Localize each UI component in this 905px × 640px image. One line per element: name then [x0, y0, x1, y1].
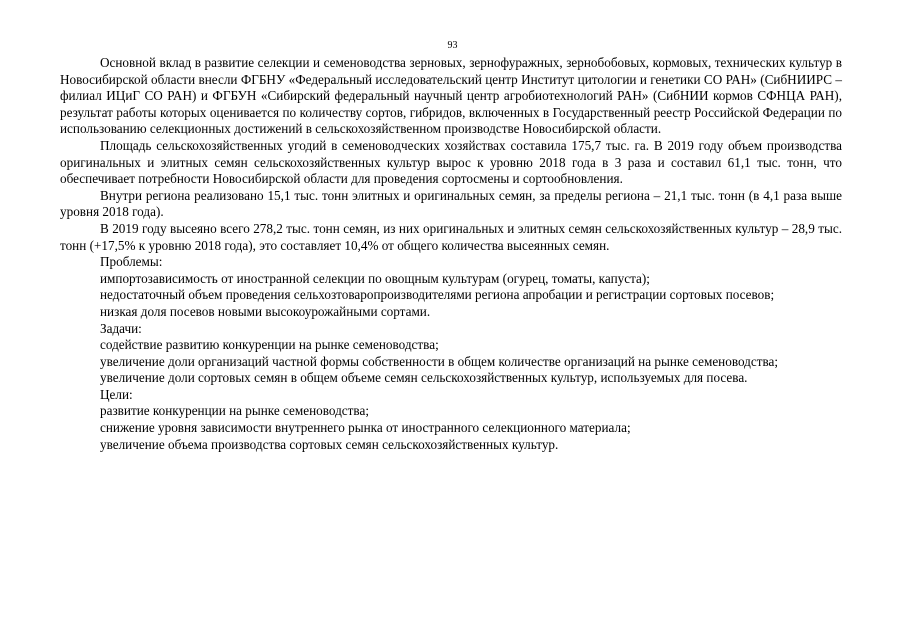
paragraph-seed-sales: Внутри региона реализовано 15,1 тыс. тонн элитных и оригинальных семян, за пределы региона – 21,1 тыс. тонн (в 4,1 раза выше уровня 2018 года).	[60, 187, 842, 220]
tasks-heading: Задачи:	[100, 320, 142, 336]
task-item: увеличение доли организаций частной формы собственности в общем количестве организаций на рынке семеноводства;	[100, 353, 779, 369]
task-item: увеличение доли сортовых семян в общем объеме семян сельскохозяйственных культур, используемых для посева.	[100, 370, 748, 386]
goal-item: снижение уровня зависимости внутреннего рынка от иностранного селекционного материала;	[100, 420, 631, 436]
paragraph-sown-seeds: В 2019 году высеяно всего 278,2 тыс. тонн семян, из них оригинальных и элитных семян сельскохозяйственных культур – 28,9 тыс. тонн (+17,5% к уровню 2018 года), это составляет 10,4% от общего количества высеянных семян.	[60, 220, 842, 253]
goals-heading: Цели:	[100, 386, 133, 402]
problems-heading: Проблемы:	[100, 254, 163, 270]
problem-item: недостаточный объем проведения сельхозтоваропроизводителями региона апробации и регистрации сортовых посевов;	[100, 287, 775, 303]
goal-item: увеличение объема производства сортовых семян сельскохозяйственных культур.	[100, 436, 559, 452]
paragraph-seed-farm-area: Площадь сельскохозяйственных угодий в семеноводческих хозяйствах составила 175,7 тыс. га. В 2019 году объем производства оригинальных и элитных семян сельскохозяйственных культур вырос к уровню 2018 года в 3 раза и составил 61,1 тыс. тонн, что обеспечивает потребности Новосибирской области для проведения сортосмены и сортообновления.	[60, 137, 842, 187]
goal-item: развитие конкуренции на рынке семеноводства;	[100, 403, 369, 419]
paragraph-main-contribution: Основной вклад в развитие селекции и семеноводства зерновых, зернофуражных, зернобобовых, кормовых, технических культур в Новосибирской области внесли ФГБНУ «Федеральный исследовательский центр Институт цитологии и генетики СО РАН» (СибНИИРС – филиал ИЦиГ СО РАН) и ФГБУН «Сибирский федеральный научный центр агробиотехнологий РАН» (СибНИИ кормов СФНЦА РАН), результат работы которых оценивается по количеству сортов, гибридов, включенных в Государственный реестр Российской Федерации по использованию селекционных достижений в сельскохозяйственном производстве Новосибирской области.	[60, 55, 842, 137]
problem-item: импортозависимость от иностранной селекции по овощным культурам (огурец, томаты, капуста);	[100, 270, 650, 286]
page-number: 93	[447, 40, 458, 51]
task-item: содействие развитию конкуренции на рынке семеноводства;	[100, 337, 439, 353]
problem-item: низкая доля посевов новыми высокоурожайными сортами.	[100, 303, 431, 319]
document-body	[60, 55, 842, 453]
